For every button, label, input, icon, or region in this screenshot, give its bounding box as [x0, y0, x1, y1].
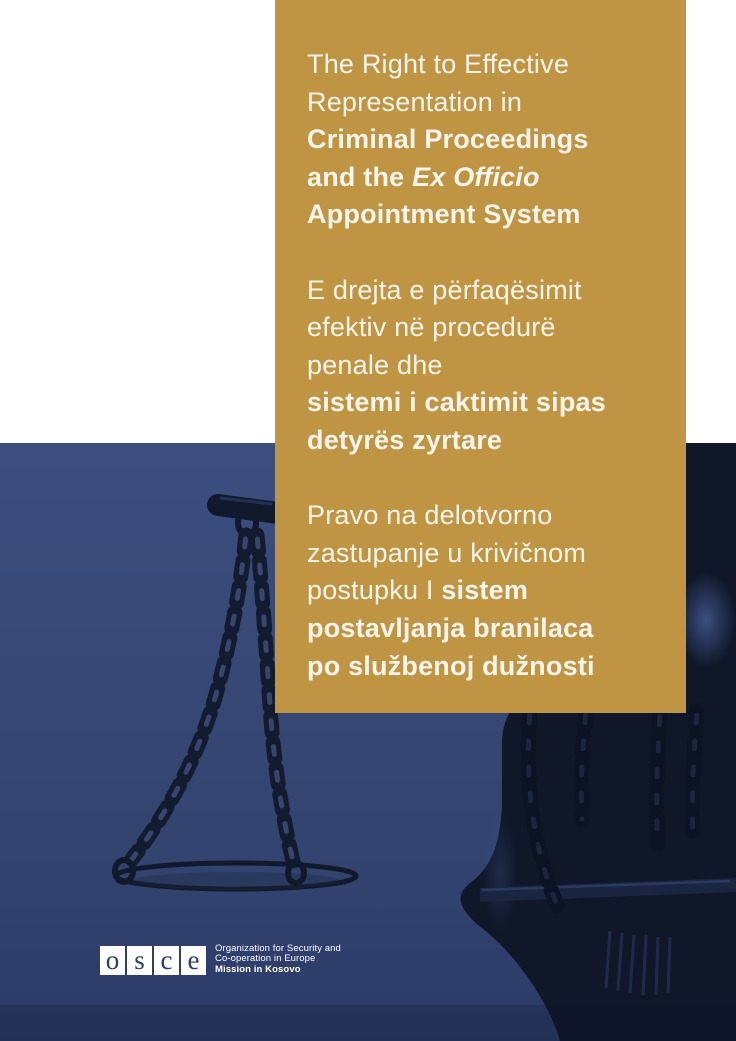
title-en-line1: The Right to Effective — [307, 49, 570, 79]
title-sr-line4: postavljanja branilaca — [307, 612, 594, 643]
osce-logo — [100, 943, 341, 975]
photo-bottom-shade — [0, 1005, 736, 1041]
title-sr-line1: Pravo na delotvorno — [307, 500, 553, 531]
title-sq-line2: efektiv në procedurë — [307, 312, 556, 343]
title-panel — [275, 0, 686, 713]
osce-letter-boxes — [100, 946, 208, 975]
osce-mission-line: Mission in Kosovo — [215, 963, 301, 975]
title-serbian — [307, 497, 662, 685]
title-sr-line5: po službenoj dužnosti — [307, 650, 595, 681]
title-en-line4-bold: and the — [307, 161, 413, 192]
osce-letter-c: c — [154, 946, 179, 975]
title-albanian — [307, 272, 662, 460]
title-sq-line4: sistemi i caktimit sipas — [307, 387, 606, 418]
osce-letter-o: o — [100, 946, 125, 975]
title-sr-line2: zastupanje u krivičnom — [307, 537, 587, 568]
title-en-line3: Criminal Proceedings — [307, 124, 589, 155]
title-en-line2: Representation in — [307, 86, 523, 117]
osce-org-text — [215, 944, 341, 975]
title-sq-line3: penale dhe — [307, 349, 443, 380]
title-sr-line3-regular: postupku I — [307, 575, 442, 606]
title-sr-line3-bold: sistem — [441, 575, 529, 606]
title-en-line5: Appointment System — [307, 199, 581, 230]
title-sq-line1: E drejta e përfaqësimit — [307, 274, 582, 305]
title-en-line4-italic: Ex Officio — [412, 161, 540, 192]
osce-letter-e: e — [181, 946, 206, 975]
osce-org-line1: Organization for Security and — [215, 943, 341, 954]
title-sq-line5: detyrës zyrtare — [307, 424, 503, 455]
osce-letter-s: s — [127, 946, 152, 975]
osce-org-line2: Co-operation in Europe — [215, 953, 316, 965]
title-english — [307, 46, 662, 234]
